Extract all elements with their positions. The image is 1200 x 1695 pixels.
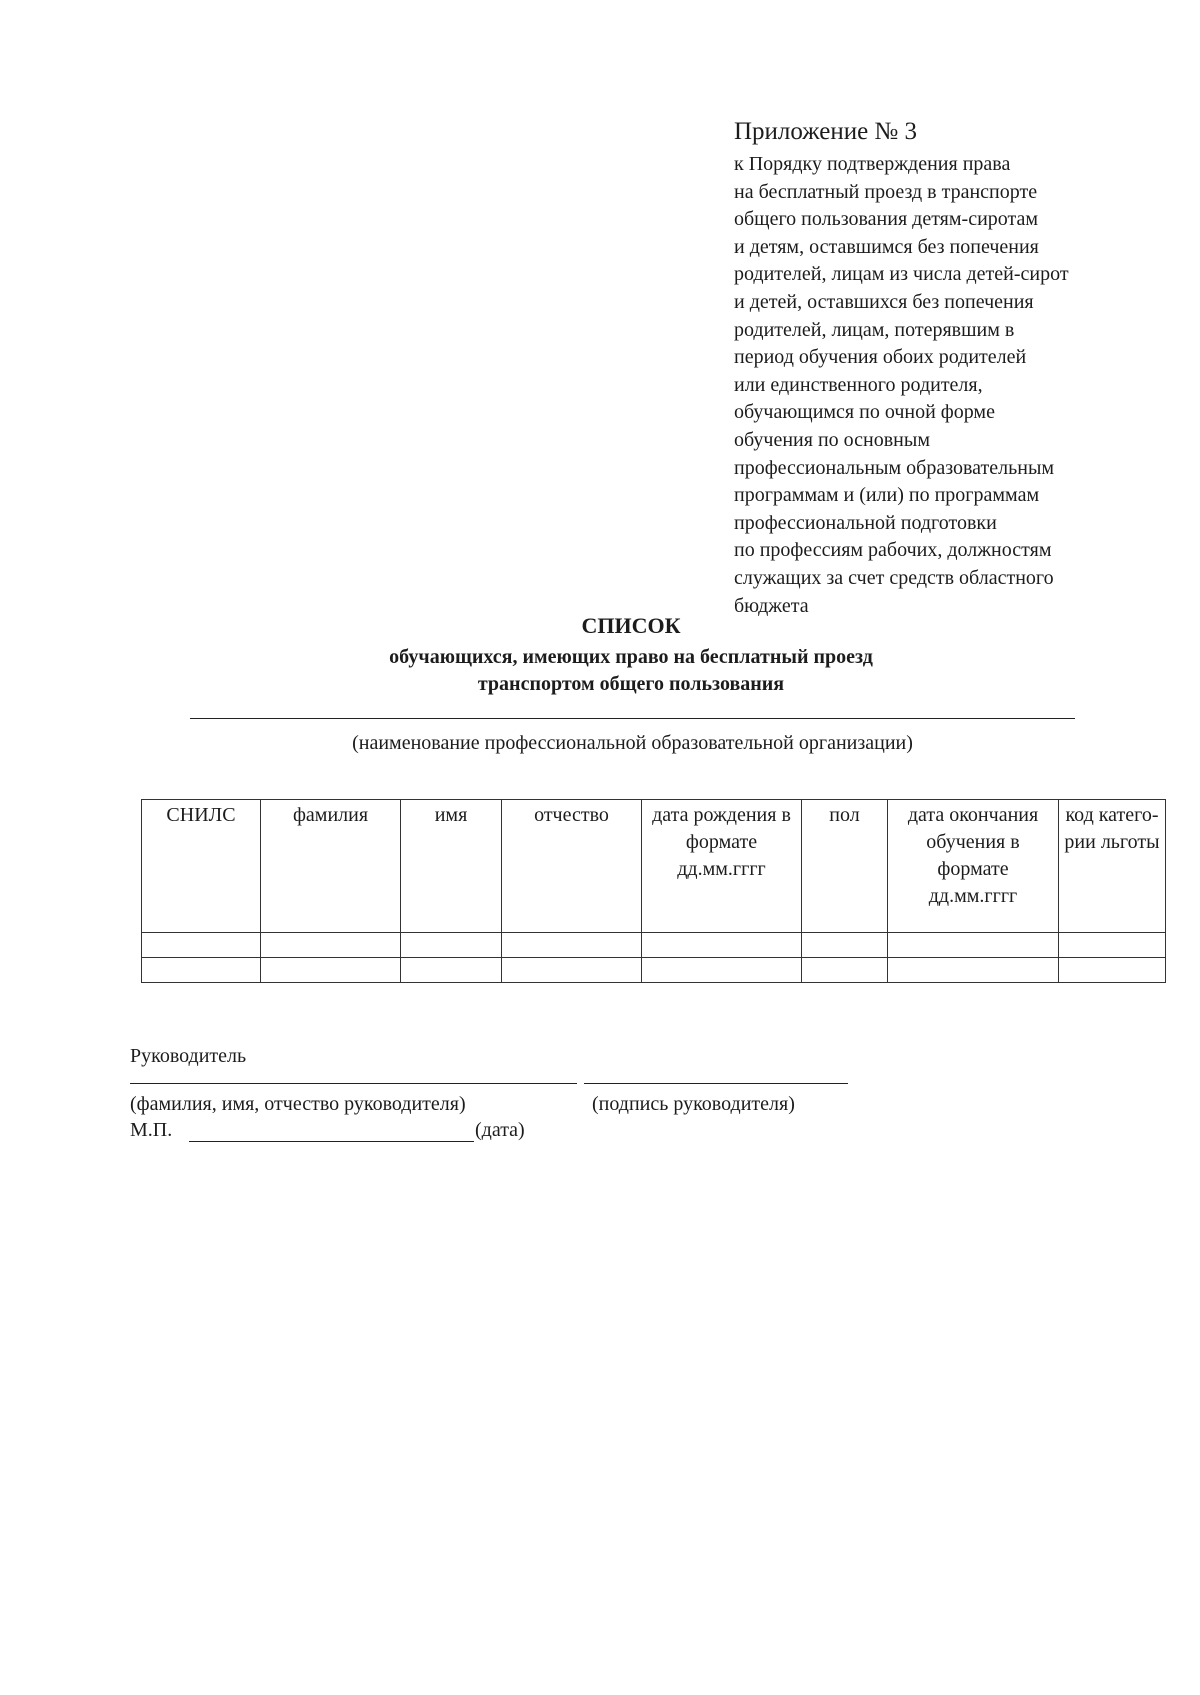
head-name-caption: (фамилия, имя, отчество руководителя) [130,1093,466,1115]
table-cell[interactable] [642,933,802,958]
list-subtitle-line: обучающихся, имеющих право на бесплатный проезд [389,646,873,668]
appendix-line: родителей, лицам, потерявшим в [734,318,1015,341]
appendix-line: период обучения обоих родителей [734,346,1027,369]
appendix-line: программам и (или) по программам [734,484,1040,507]
table-cell[interactable] [502,958,642,983]
head-signature-caption: (подпись руководителя) [592,1093,795,1115]
list-subtitle-line: транспортом общего пользования [477,673,785,695]
appendix-line: профессиональной подготовки [734,511,997,534]
table-cell[interactable] [802,933,888,958]
table-cell[interactable] [261,958,401,983]
appendix-line: родителей, лицам из числа детей-сирот [734,263,1069,286]
head-signature-line[interactable] [584,1083,848,1084]
date-caption: (дата) [475,1119,525,1141]
appendix-line: по профессиям рабочих, должностям [734,539,1052,562]
appendix-line: общего пользования детям-сиротам [734,208,1039,231]
table-cell[interactable] [261,933,401,958]
students-table [141,799,1166,983]
table-row [142,958,1166,983]
table-cell[interactable] [401,933,502,958]
appendix-title: Приложение № 3 [734,118,918,145]
column-header-benefit-code: код катего-рии льготы [1059,800,1166,933]
date-line[interactable] [189,1141,474,1142]
column-header-birth-date: дата рождения в формате дд.мм.гггг [642,800,802,933]
table-row [142,933,1166,958]
organization-name-line[interactable] [190,718,1075,719]
head-name-line[interactable] [130,1083,577,1084]
column-header-snils: СНИЛС [142,800,261,933]
list-subtitle [0,644,1200,698]
table-cell[interactable] [142,958,261,983]
stamp-label: М.П. [130,1119,173,1141]
table-cell[interactable] [802,958,888,983]
table-cell[interactable] [888,933,1059,958]
organization-caption: (наименование профессиональной образовательной организации) [352,732,913,754]
column-header-name: имя [401,800,502,933]
table-cell[interactable] [888,958,1059,983]
appendix-line: и детям, оставшимся без попечения [734,235,1039,258]
table-cell[interactable] [1059,933,1166,958]
appendix-line: обучения по основным [734,428,930,451]
table-cell[interactable] [142,933,261,958]
table-cell[interactable] [401,958,502,983]
appendix-line: и детей, оставшихся без попечения [734,290,1034,313]
appendix-line: обучающимся по очной форме [734,401,995,424]
head-label: Руководитель [130,1045,247,1067]
table-header-row [142,800,1166,933]
list-title: СПИСОК [581,613,681,638]
appendix-line: к Порядку подтверждения права [734,153,1011,175]
column-header-patronymic: отчество [502,800,642,933]
table-cell[interactable] [642,958,802,983]
appendix-line: или единственного родителя, [734,373,983,396]
column-header-sex: пол [802,800,888,933]
appendix-line: на бесплатный проезд в транспорте [734,180,1038,203]
appendix-block [734,117,1154,620]
table-cell[interactable] [1059,958,1166,983]
column-header-graduation-date: дата окончания обучения в формате дд.мм.гггг [888,800,1059,933]
appendix-line: бюджета [734,594,809,617]
table-cell[interactable] [502,933,642,958]
appendix-line: профессиональным образовательным [734,456,1055,479]
appendix-line: служащих за счет средств областного [734,566,1054,589]
column-header-surname: фамилия [261,800,401,933]
